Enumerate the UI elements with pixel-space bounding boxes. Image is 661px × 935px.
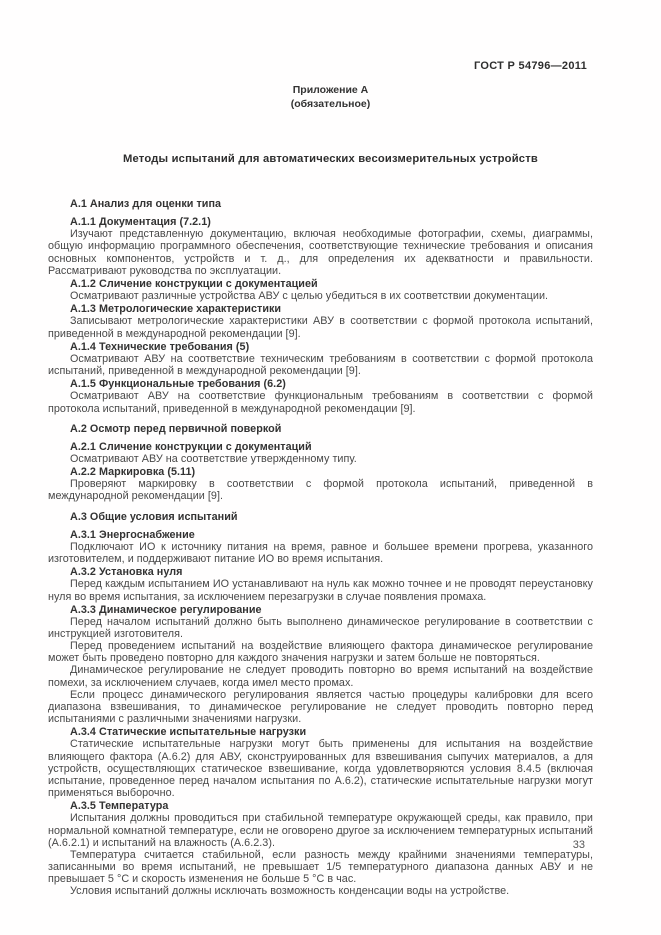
doc-heading: А.1.1 Документация (7.2.1) — [70, 216, 211, 229]
doc-heading: А.1.5 Функциональные требования (6.2) — [70, 378, 286, 391]
doc-paragraph: Осматривают АВУ на соответствие техническим требованиям в соответствии с формой протокола испытаний, приведенной в международной рекомендации [9]. — [48, 352, 593, 378]
doc-paragraph: Подключают ИО к источнику питания на время, равное и большее времени прогрева, указанного изготовителем, и поддерживают питание ИО во время испытания. — [48, 540, 593, 566]
page-number: 33 — [572, 839, 585, 851]
doc-heading: А.2.1 Сличение конструкции с документаций — [70, 440, 312, 453]
doc-code: ГОСТ Р 54796—2011 — [473, 60, 587, 72]
doc-heading: А.1.2 Сличение конструкции с документацией — [70, 277, 318, 290]
doc-paragraph: Динамическое регулирование не следует проводить повторно во время испытаний на воздействие помехи, за исключением случаев, когда имел место промах. — [48, 664, 593, 689]
doc-paragraph: Условия испытаний должны исключать возможность конденсации воды на устройстве. — [70, 885, 510, 898]
doc-paragraph: Записывают метрологические характеристики АВУ в соответствии с формой протокола испытаний, приведенной в международной рекомендации [9]. — [48, 315, 593, 340]
doc-paragraph: Статические испытательные нагрузки могут быть применены для испытания на воздействие влияющего фактора (А.6.2) для АВУ, сконструированных для взвешивания сыпучих материалов, а для устройств, осуществляющих статическое взвешивание, когда удовлетворяются условия 8.4.5 (включая испытание, проведенное перед началом испытания по А.6.2), статические испытательные нагрузки могут применяться выборочно. — [48, 738, 593, 800]
doc-paragraph: Проверяют маркировку в соответствии с формой протокола испытаний, приведенной в международной рекомендации [9]. — [48, 478, 593, 503]
doc-heading: А.3.1 Энергоснабжение — [70, 528, 195, 541]
doc-heading: А.3.3 Динамическое регулирование — [70, 603, 262, 616]
doc-paragraph: Если процесс динамического регулирования является частью процедуры калибровки для всего диапазона взвешивания, то динамическое регулирование не следует проводить повторно перед испытаниями с различными значениями нагрузки. — [48, 688, 593, 726]
doc-paragraph: Осматривают АВУ на соответствие утвержденному типу. — [70, 452, 357, 465]
doc-paragraph: Изучают представленную документацию, включая необходимые фотографии, схемы, диаграммы, общую информацию программного обеспечения, соответствующие технические требования и описания основных компонентов, устройств и т. д., для определения их адекватности и правильности. Рассматривают руководства по эксплуатации. — [48, 228, 593, 277]
doc-heading: А.1 Анализ для оценки типа — [70, 198, 222, 210]
doc-paragraph: Испытания должны проводиться при стабильной температуре окружающей среды, как правило, при нормальной комнатной температуре, если не оговорено другое за исключением температурных испытаний (А.6.2.1) и испытаний на влажность (А.6.2.3). — [48, 812, 593, 849]
doc-paragraph: Перед каждым испытанием ИО устанавливают на нуль как можно точнее и не проводят переустановку нуля во время испытания, за исключением перезагрузки в случае появления промаха. — [48, 578, 593, 603]
doc-paragraph: Температура считается стабильной, если разность между крайними значениями температуры, записанными во время испытаний, не превышает 1/5 температурного диапазона данных АВУ и не превышает 5 °С и скорость изменения не больше 5 °С в час. — [48, 848, 593, 886]
doc-heading: А.1.3 Метрологические характеристики — [70, 303, 282, 316]
doc-paragraph: Перед началом испытаний должно быть выполнено динамическое регулирование в соответствии с инструкцией изготовителя. — [48, 615, 593, 640]
doc-heading: А.3.2 Установка нуля — [70, 566, 183, 579]
annex-type: (обязательное) — [290, 97, 371, 110]
doc-heading: А.2 Осмотр перед первичной поверкой — [70, 422, 282, 435]
annex-label: Приложение А — [292, 84, 369, 96]
doc-heading: А.3.5 Температура — [70, 800, 169, 813]
document-body — [48, 198, 593, 897]
doc-heading: А.3.4 Статические испытательные нагрузки — [70, 726, 307, 739]
page-title: Методы испытаний для автоматических весоизмерительных устройств — [123, 153, 538, 165]
doc-heading: А.2.2 Маркировка (5.11) — [70, 466, 196, 479]
doc-paragraph: Осматривают АВУ на соответствие функциональным требованиям в соответствии с формой протокола испытаний, приведенной в международной рекомендации [9]. — [48, 390, 593, 415]
doc-heading: А.3 Общие условия испытаний — [70, 510, 238, 523]
doc-heading: А.1.4 Технические требования (5) — [70, 340, 250, 353]
doc-paragraph: Перед проведением испытаний на воздействие влияющего фактора динамическое регулирование может быть проведено повторно для каждого значения нагрузки и затем больше не повторяться. — [48, 640, 593, 665]
doc-paragraph: Осматривают различные устройства АВУ с целью убедиться в их соответствии документации. — [70, 290, 549, 303]
annex-header — [0, 0, 661, 111]
